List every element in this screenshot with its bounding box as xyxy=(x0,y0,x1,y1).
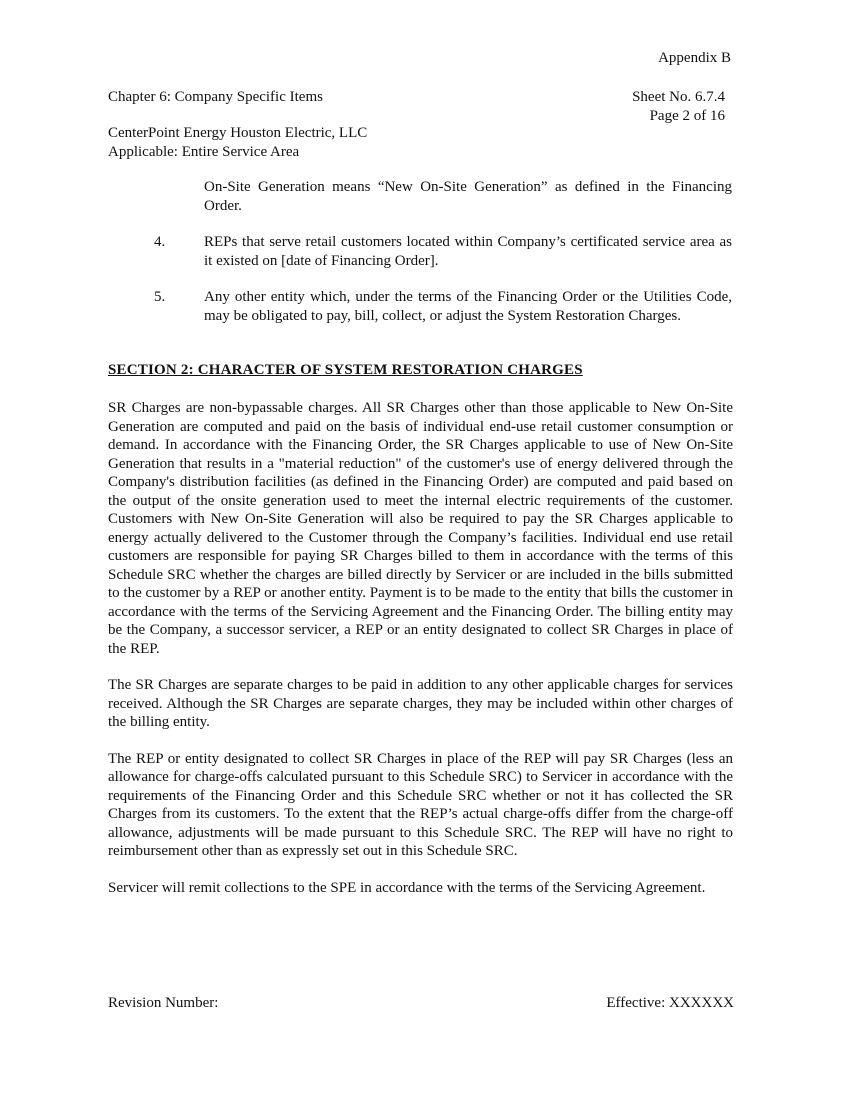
list-item-text: Any other entity which, under the terms of the Financing Order or the Utilities Code, may be obligated to pay, bill, collect, or adjust the System Restoration Charges. xyxy=(204,289,732,324)
list-item xyxy=(108,288,732,325)
list-item-number: 5. xyxy=(154,289,166,305)
revision-number: Revision Number: xyxy=(108,995,219,1011)
chapter-title: Chapter 6: Company Specific Items xyxy=(108,89,323,105)
effective-date: Effective: XXXXXX xyxy=(606,995,734,1011)
list-item-text: REPs that serve retail customers located within Company’s certificated service area as it existed on [date of Financing Order]. xyxy=(204,234,732,269)
paragraph: The REP or entity designated to collect SR Charges in place of the REP will pay SR Charges (less an allowance for charge-offs calculated pursuant to this Schedule SRC) to Servicer in accordance with the requirements of the Financing Order and this Schedule SRC whether or not it has collected the SR Charges from its customers. To the extent that the REP’s actual charge-offs differ from the charge-off allowance, adjustments will be made pursuant to this Schedule SRC. The REP will have no right to reimbursement other than as expressly set out in this Schedule SRC. xyxy=(108,750,733,859)
sheet-number: Sheet No. 6.7.4 xyxy=(632,89,725,105)
paragraph: SR Charges are non-bypassable charges. All SR Charges other than those applicable to New On-Site Generation are computed and paid on the basis of individual end-use retail customer consumption or demand. In accordance with the Financing Order, the SR Charges applicable to use of New On-Site Generation that results in a "material reduction" of the customer's use of energy delivered through the Company's distribution facilities (as defined in the Financing Order) are computed and paid based on the output of the onsite generation used to meet the internal electric requirements of the customer. Customers with New On-Site Generation will also be required to pay the SR Charges applicable to energy actually delivered to the Customer through the Company’s facilities. Individual end use retail customers are responsible for paying SR Charges billed to them in accordance with the terms of this Schedule SRC whether the charges are billed directly by Servicer or are included in the bills submitted to the customer by a REP or another entity. Payment is to be made to the entity that bills the customer in accordance with the terms of the Servicing Agreement and the Financing Order. The billing entity may be the Company, a successor servicer, a REP or an entity designated to collect SR Charges in place of the REP. xyxy=(108,400,734,657)
list-item-continuation: On-Site Generation means “New On-Site Generation” as defined in the Financing Order. xyxy=(204,179,732,214)
definition-list xyxy=(108,178,732,343)
paragraph: Servicer will remit collections to the SPE in accordance with the terms of the Servicing Agreement. xyxy=(108,879,706,896)
applicable-area: Applicable: Entire Service Area xyxy=(108,143,300,160)
list-item-number: 4. xyxy=(154,234,166,250)
appendix-label: Appendix B xyxy=(658,50,731,66)
page-number: Page 2 of 16 xyxy=(649,107,725,124)
section-heading: SECTION 2: CHARACTER OF SYSTEM RESTORATION CHARGES xyxy=(108,362,583,378)
sheet-info xyxy=(632,88,725,125)
company-name: CenterPoint Energy Houston Electric, LLC xyxy=(108,125,368,141)
paragraph: The SR Charges are separate charges to be paid in addition to any other applicable charges for services received. Although the SR Charges are separate charges, they may be included within other charges of the billing entity. xyxy=(108,677,733,730)
list-item xyxy=(108,233,732,270)
section-body xyxy=(108,399,733,915)
company-info xyxy=(108,124,367,161)
